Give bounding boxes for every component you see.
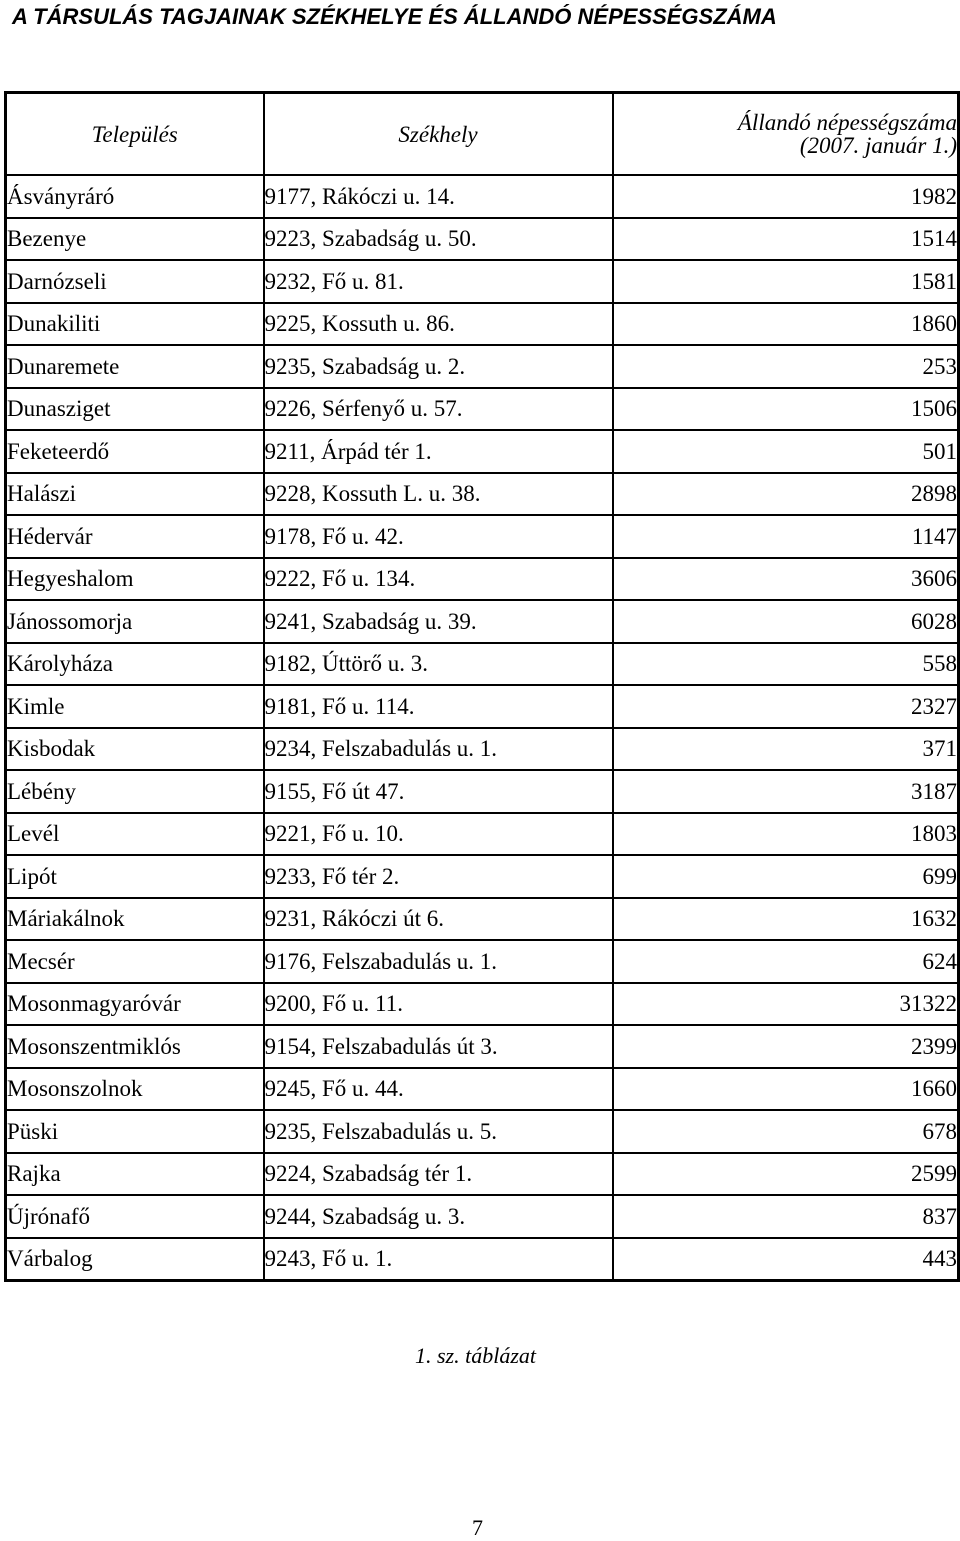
seat-address-cell: 9244, Szabadság u. 3. [264, 1195, 613, 1238]
table-row [6, 303, 959, 346]
seat-address-cell: 9231, Rákóczi út 6. [264, 898, 613, 941]
population-cell: 1506 [613, 388, 959, 431]
table-row [6, 1025, 959, 1068]
table-row [6, 855, 959, 898]
header-settlement: Település [6, 93, 264, 176]
seat-address-cell: 9154, Felszabadulás út 3. [264, 1025, 613, 1068]
settlement-name-cell: Rajka [6, 1153, 264, 1196]
population-cell: 31322 [613, 983, 959, 1026]
seat-address-cell: 9176, Felszabadulás u. 1. [264, 940, 613, 983]
settlement-name-cell: Feketeerdő [6, 430, 264, 473]
table-row [6, 430, 959, 473]
seat-address-cell: 9245, Fő u. 44. [264, 1068, 613, 1111]
table-caption: 1. sz. táblázat [415, 1343, 537, 1368]
table-row [6, 260, 959, 303]
settlement-name-cell: Dunakiliti [6, 303, 264, 346]
population-cell: 501 [613, 430, 959, 473]
population-cell: 2599 [613, 1153, 959, 1196]
table-row [6, 728, 959, 771]
settlement-name-cell: Károlyháza [6, 643, 264, 686]
table-row [6, 770, 959, 813]
table-row [6, 388, 959, 431]
table-row [6, 473, 959, 516]
seat-address-cell: 9235, Szabadság u. 2. [264, 345, 613, 388]
seat-address-cell: 9241, Szabadság u. 39. [264, 600, 613, 643]
settlement-name-cell: Hédervár [6, 515, 264, 558]
table-row [6, 1153, 959, 1196]
population-cell: 2898 [613, 473, 959, 516]
table-row [6, 685, 959, 728]
settlement-name-cell: Lébény [6, 770, 264, 813]
seat-address-cell: 9181, Fő u. 114. [264, 685, 613, 728]
seat-address-cell: 9233, Fő tér 2. [264, 855, 613, 898]
population-cell: 1860 [613, 303, 959, 346]
seat-address-cell: 9226, Sérfenyő u. 57. [264, 388, 613, 431]
settlement-name-cell: Mecsér [6, 940, 264, 983]
seat-address-cell: 9235, Felszabadulás u. 5. [264, 1110, 613, 1153]
seat-address-cell: 9222, Fő u. 134. [264, 558, 613, 601]
settlement-name-cell: Újrónafő [6, 1195, 264, 1238]
settlement-name-cell: Mosonmagyaróvár [6, 983, 264, 1026]
seat-address-cell: 9232, Fő u. 81. [264, 260, 613, 303]
seat-address-cell: 9182, Úttörő u. 3. [264, 643, 613, 686]
population-cell: 699 [613, 855, 959, 898]
seat-address-cell: 9234, Felszabadulás u. 1. [264, 728, 613, 771]
population-cell: 1803 [613, 813, 959, 856]
header-population [613, 93, 959, 176]
population-cell: 624 [613, 940, 959, 983]
settlement-name-cell: Mosonszolnok [6, 1068, 264, 1111]
table-row [6, 175, 959, 218]
population-cell: 678 [613, 1110, 959, 1153]
table-header-row [6, 93, 959, 176]
table-row [6, 1068, 959, 1111]
population-cell: 1147 [613, 515, 959, 558]
settlement-name-cell: Püski [6, 1110, 264, 1153]
population-cell: 837 [613, 1195, 959, 1238]
population-cell: 253 [613, 345, 959, 388]
seat-address-cell: 9177, Rákóczi u. 14. [264, 175, 613, 218]
settlements-table [4, 91, 960, 1282]
seat-address-cell: 9178, Fő u. 42. [264, 515, 613, 558]
settlement-name-cell: Darnózseli [6, 260, 264, 303]
table-row [6, 558, 959, 601]
population-cell: 371 [613, 728, 959, 771]
settlement-name-cell: Jánossomorja [6, 600, 264, 643]
settlement-name-cell: Kimle [6, 685, 264, 728]
seat-address-cell: 9243, Fő u. 1. [264, 1238, 613, 1281]
settlement-name-cell: Dunasziget [6, 388, 264, 431]
document-title: A TÁRSULÁS TAGJAINAK SZÉKHELYE ÉS ÁLLANDÓ NÉPESSÉGSZÁMA [12, 4, 777, 29]
settlement-name-cell: Mosonszentmiklós [6, 1025, 264, 1068]
population-cell: 1660 [613, 1068, 959, 1111]
settlement-name-cell: Kisbodak [6, 728, 264, 771]
population-cell: 558 [613, 643, 959, 686]
seat-address-cell: 9225, Kossuth u. 86. [264, 303, 613, 346]
table-row [6, 643, 959, 686]
population-cell: 2399 [613, 1025, 959, 1068]
table-row [6, 218, 959, 261]
settlement-name-cell: Máriakálnok [6, 898, 264, 941]
settlement-name-cell: Dunaremete [6, 345, 264, 388]
seat-address-cell: 9155, Fő út 47. [264, 770, 613, 813]
header-seat: Székhely [264, 93, 613, 176]
settlement-name-cell: Halászi [6, 473, 264, 516]
settlement-name-cell: Lipót [6, 855, 264, 898]
settlement-name-cell: Hegyeshalom [6, 558, 264, 601]
table-row [6, 1195, 959, 1238]
settlement-name-cell: Ásványráró [6, 175, 264, 218]
seat-address-cell: 9223, Szabadság u. 50. [264, 218, 613, 261]
population-cell: 3187 [613, 770, 959, 813]
population-cell: 1632 [613, 898, 959, 941]
settlement-name-cell: Várbalog [6, 1238, 264, 1281]
table-row [6, 898, 959, 941]
population-cell: 1581 [613, 260, 959, 303]
seat-address-cell: 9228, Kossuth L. u. 38. [264, 473, 613, 516]
population-cell: 443 [613, 1238, 959, 1281]
seat-address-cell: 9211, Árpád tér 1. [264, 430, 613, 473]
table-row [6, 345, 959, 388]
table-row [6, 813, 959, 856]
table-row [6, 600, 959, 643]
population-cell: 3606 [613, 558, 959, 601]
header-population-date: (2007. január 1.) [799, 133, 957, 158]
page-number: 7 [472, 1515, 483, 1540]
table-row [6, 515, 959, 558]
population-cell: 1982 [613, 175, 959, 218]
seat-address-cell: 9224, Szabadság tér 1. [264, 1153, 613, 1196]
population-cell: 2327 [613, 685, 959, 728]
table-row [6, 983, 959, 1026]
header-population-title: Állandó népességszáma [737, 110, 957, 135]
table-row [6, 1110, 959, 1153]
seat-address-cell: 9200, Fő u. 11. [264, 983, 613, 1026]
population-cell: 6028 [613, 600, 959, 643]
table-row [6, 940, 959, 983]
settlement-name-cell: Bezenye [6, 218, 264, 261]
population-cell: 1514 [613, 218, 959, 261]
seat-address-cell: 9221, Fő u. 10. [264, 813, 613, 856]
table-body [6, 175, 959, 1281]
settlement-name-cell: Levél [6, 813, 264, 856]
table-row [6, 1238, 959, 1281]
